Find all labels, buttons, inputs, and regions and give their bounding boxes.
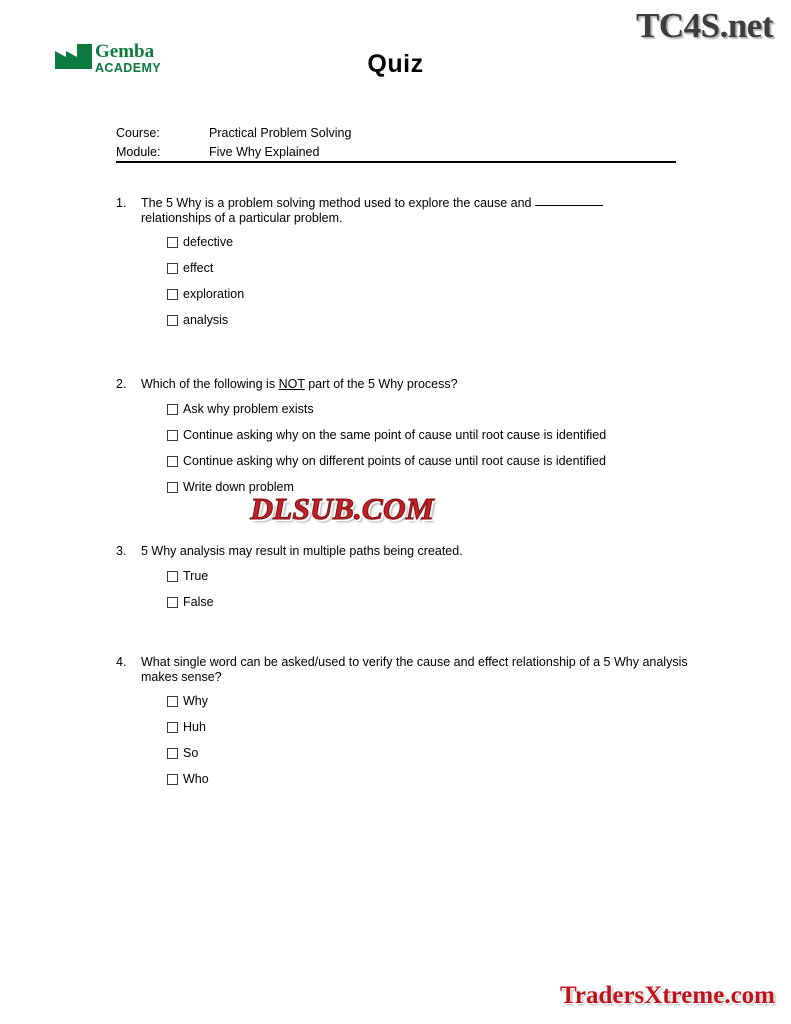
question-3	[116, 544, 696, 622]
course-value: Practical Problem Solving	[209, 126, 352, 140]
choice-label: Why	[183, 694, 208, 708]
choice-label: defective	[183, 235, 234, 249]
checkbox-icon[interactable]	[167, 315, 178, 326]
question-2-head	[116, 377, 696, 392]
watermark-top-right: TC4S.net	[636, 6, 773, 45]
choice-option[interactable]	[167, 695, 696, 708]
question-2-choices	[167, 403, 696, 494]
choice-option[interactable]	[167, 570, 696, 583]
checkbox-icon[interactable]	[167, 696, 178, 707]
question-3-choices	[167, 570, 696, 609]
choice-label: False	[183, 594, 214, 609]
checkbox-icon[interactable]	[167, 571, 178, 582]
question-1-head	[116, 196, 696, 225]
choice-label: Who	[183, 772, 209, 786]
choice-option[interactable]	[167, 262, 696, 275]
question-4-text: What single word can be asked/used to verify the cause and effect relationship of a 5 Why analysis makes sense?	[141, 655, 688, 684]
question-4-head	[116, 655, 696, 684]
module-value: Five Why Explained	[209, 145, 320, 159]
checkbox-icon[interactable]	[167, 722, 178, 733]
question-4-choices	[167, 695, 696, 786]
course-label: Course:	[116, 126, 160, 140]
course-meta	[116, 124, 676, 162]
logo-sub-text: ACADEMY	[95, 61, 161, 75]
checkbox-icon[interactable]	[167, 430, 178, 441]
question-4-number: 4.	[116, 655, 127, 669]
choice-option[interactable]	[167, 429, 696, 442]
choice-label: So	[183, 746, 199, 760]
choice-label: Continue asking why on different points of cause until root cause is identified	[183, 453, 606, 468]
checkbox-icon[interactable]	[167, 263, 178, 274]
choice-label: analysis	[183, 313, 229, 327]
checkbox-icon[interactable]	[167, 456, 178, 467]
checkbox-icon[interactable]	[167, 237, 178, 248]
meta-row-module	[116, 143, 676, 162]
choice-label: True	[183, 568, 209, 583]
page-title: Quiz	[367, 50, 424, 78]
question-1-text	[141, 196, 696, 225]
choice-option[interactable]	[167, 314, 696, 327]
question-1-text-before: The 5 Why is a problem solving method used to explore the cause and	[141, 196, 535, 210]
choice-label: exploration	[183, 287, 245, 301]
question-1	[116, 196, 696, 340]
choice-label: Continue asking why on the same point of cause until root cause is identified	[183, 427, 607, 442]
choice-option[interactable]	[167, 288, 696, 301]
choice-option[interactable]	[167, 773, 696, 786]
question-2-emphasis: NOT	[278, 377, 305, 391]
checkbox-icon[interactable]	[167, 482, 178, 493]
question-1-text-after: relationships of a particular problem.	[141, 210, 343, 225]
checkbox-icon[interactable]	[167, 597, 178, 608]
question-2-text-after: part of the 5 Why process?	[304, 377, 458, 391]
question-1-blank	[535, 205, 603, 206]
watermark-center: DLSUB.COM	[250, 491, 434, 526]
module-label: Module:	[116, 145, 161, 159]
question-3-number: 3.	[116, 544, 127, 558]
header-divider	[116, 161, 676, 163]
choice-option[interactable]	[167, 403, 696, 416]
choice-option[interactable]	[167, 596, 696, 609]
choice-option[interactable]	[167, 721, 696, 734]
watermark-bottom-right: TradersXtreme.com	[560, 982, 775, 1009]
checkbox-icon[interactable]	[167, 404, 178, 415]
question-4	[116, 655, 696, 799]
choice-option[interactable]	[167, 236, 696, 249]
choice-label: effect	[183, 261, 214, 275]
choice-label: Write down problem	[183, 479, 294, 494]
choice-option[interactable]	[167, 455, 696, 468]
choice-option[interactable]	[167, 747, 696, 760]
checkbox-icon[interactable]	[167, 289, 178, 300]
question-1-choices	[167, 236, 696, 327]
checkbox-icon[interactable]	[167, 774, 178, 785]
question-2-number: 2.	[116, 377, 127, 391]
choice-label: Ask why problem exists	[183, 401, 314, 416]
logo-brand-text: Gemba	[95, 41, 155, 62]
checkbox-icon[interactable]	[167, 748, 178, 759]
meta-row-course	[116, 124, 676, 143]
choice-label: Huh	[183, 720, 206, 734]
question-3-text: 5 Why analysis may result in multiple paths being created.	[141, 544, 463, 558]
question-2	[116, 377, 696, 507]
question-2-text-before: Which of the following is	[141, 377, 279, 391]
question-2-text	[141, 377, 696, 392]
question-1-number: 1.	[116, 196, 127, 210]
question-3-head	[116, 544, 696, 559]
